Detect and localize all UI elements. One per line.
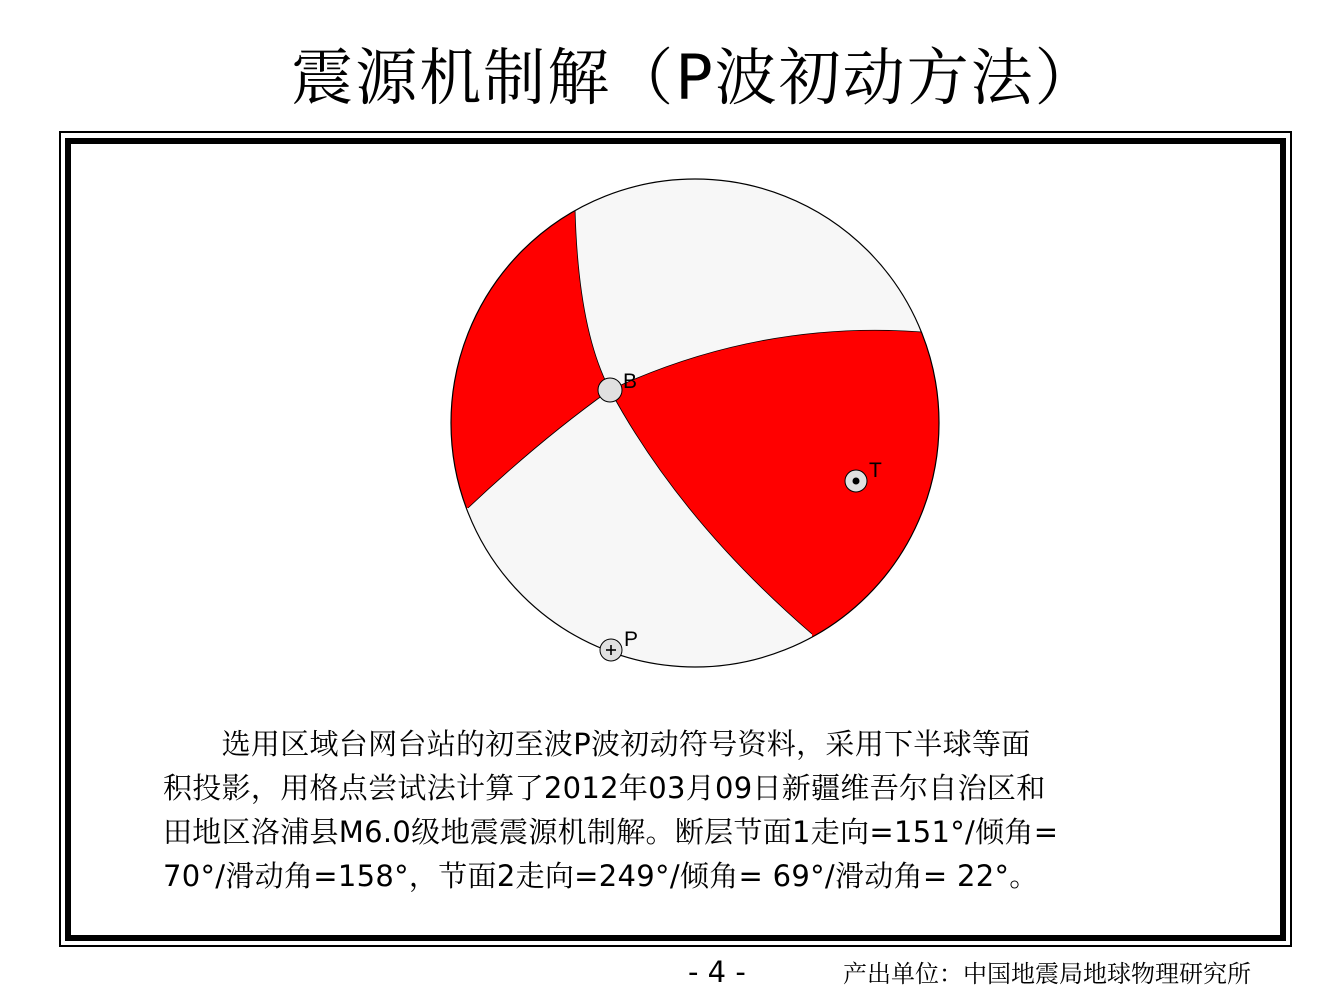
- t-axis-dot: [853, 478, 860, 485]
- slide-title: 震源机制解（P波初动方法）: [291, 41, 1099, 114]
- p-axis-label: P: [624, 628, 639, 651]
- description-line-2: 积投影，用格点尝试法计算了2012年03月09日新疆维吾尔自治区和: [163, 771, 1046, 805]
- mechanism-description: [163, 722, 1183, 898]
- page-number: - 4 -: [688, 955, 746, 989]
- producer-credit: 产出单位：中国地震局地球物理研究所: [843, 960, 1251, 988]
- description-line-1: 选用区域台网台站的初至波P波初动符号资料，采用下半球等面: [163, 727, 1031, 761]
- t-axis-label: T: [869, 459, 882, 482]
- b-axis-label: B: [623, 370, 638, 393]
- description-line-4: 70°/滑动角=158°，节面2走向=249°/倾角= 69°/滑动角= 22°。: [163, 859, 1039, 893]
- b-axis-marker: [598, 378, 622, 402]
- description-line-3: 田地区洛浦县M6.0级地震震源机制解。断层节面1走向=151°/倾角=: [163, 815, 1059, 849]
